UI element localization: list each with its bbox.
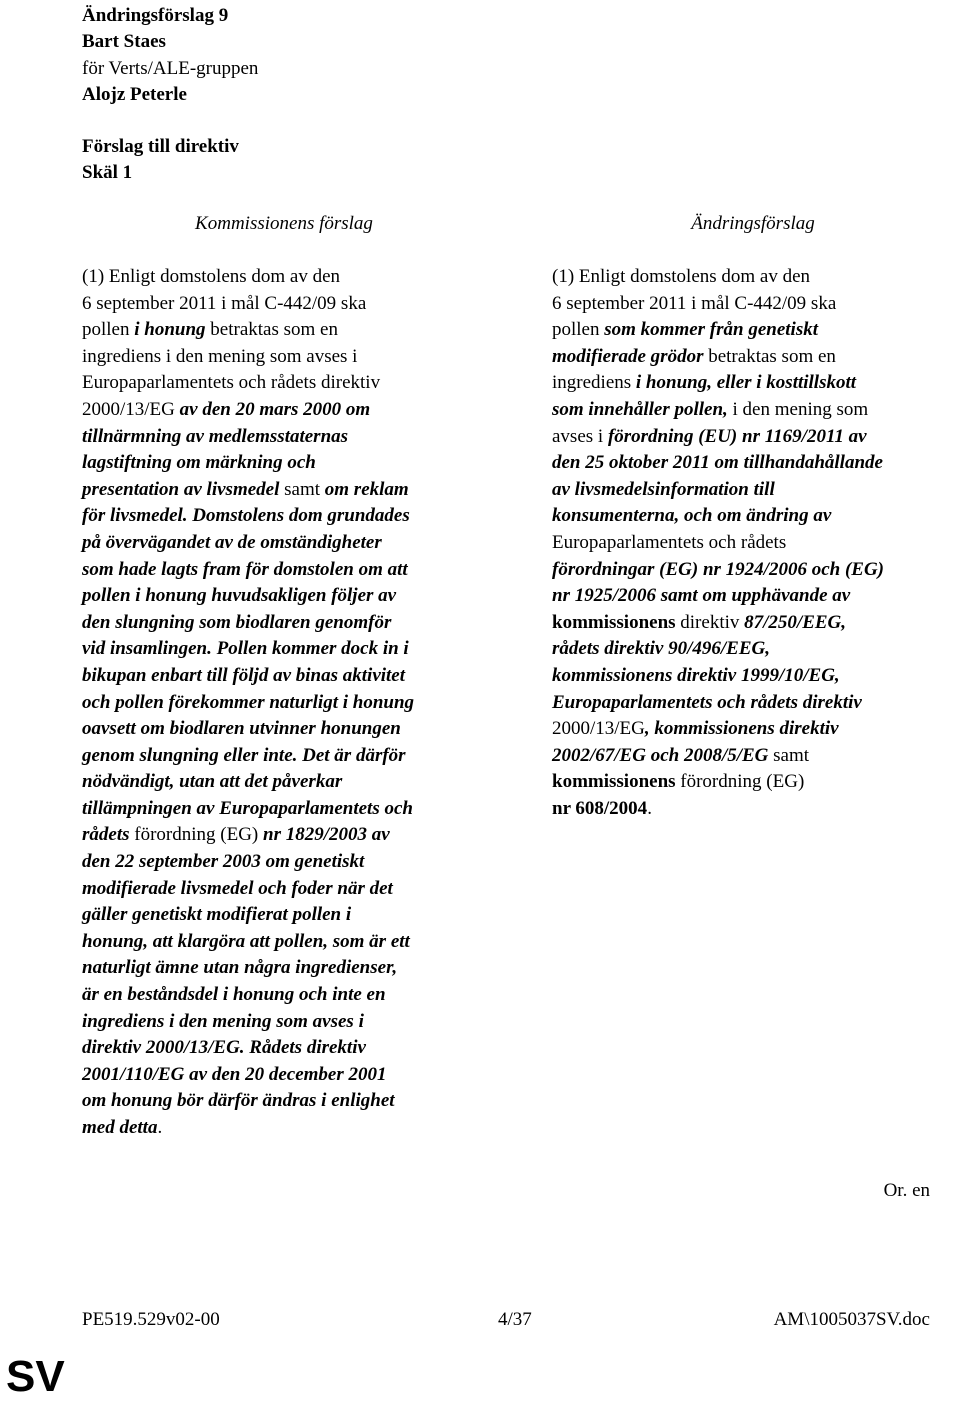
text-run: betraktas som en [205,319,338,341]
text-line [82,690,512,717]
text-run: den 25 oktober 2011 om tillhandahållande [552,452,883,474]
text-run: om reklam [324,478,409,500]
text-line [82,743,512,770]
text-run: (1) Enligt domstolens dom av den [552,266,811,287]
text-run: presentation av livsmedel [82,478,280,500]
text-line [82,929,512,956]
text-line [552,530,957,557]
footer-document-name: AM\1005037SV.doc [773,1309,930,1330]
footer-reference: PE519.529v02-00 [82,1309,220,1330]
text-run: Europaparlamentets och rådets direktiv [552,691,862,713]
right-column-heading: Ändringsförslag [691,213,815,234]
text-run: betraktas som en [703,345,836,367]
text-line [82,1009,512,1036]
text-run: naturligt ämne utan några ingredienser, [82,957,398,979]
text-line [82,1035,512,1062]
text-run: 6 september 2011 i mål C-442/09 ska [552,292,837,314]
text-line [82,370,512,397]
text-run: modifierade grödor [552,345,704,367]
text-run: honung, att klargöra att pollen, som är ett [82,930,410,952]
text-line [82,291,512,318]
text-line [552,636,957,663]
text-run: som hade lagts fram för domstolen om att [82,558,408,580]
text-run: direktiv 2000/13/EG. Rådets direktiv [82,1037,366,1059]
text-line [552,291,957,318]
text-line [552,370,957,397]
text-run: 87/250/EEG, [744,611,847,633]
text-run: ingrediens i den mening som avses i [82,1010,364,1032]
text-run: vid insamlingen. Pollen kommer dock in i [82,638,409,660]
text-run: för livsmedel. Domstolens dom grundades [82,505,410,527]
text-run: som kommer från genetiskt [604,319,819,341]
political-group: för Verts/ALE-gruppen [82,57,259,79]
text-run: i honung [134,319,206,341]
text-run: tillämpningen av Europaparlamentets och [82,797,413,819]
text-line [552,743,957,770]
text-line [552,557,957,584]
text-line [82,955,512,982]
text-line [552,610,957,637]
text-line [82,557,512,584]
amendment-header [82,3,258,186]
text-run: som innehåller pollen, [552,398,728,420]
text-line [82,477,512,504]
text-run: förordning (EG) [129,824,263,846]
text-line [82,583,512,610]
text-run: 2001/110/EG av den 20 december 2001 [82,1063,387,1085]
text-run: Europaparlamentets och rådets [552,531,787,553]
text-line [552,503,957,530]
text-run: 2000/13/EG [552,718,645,740]
text-line [82,317,512,344]
text-line [82,796,512,823]
language-code: SV [6,1352,65,1401]
text-run: pollen [82,319,135,341]
text-run: direktiv [675,611,745,633]
text-run: ingrediens [552,372,636,394]
text-run: med detta [82,1117,158,1138]
text-run: lagstiftning om märkning och [82,452,316,474]
text-line [552,477,957,504]
text-line [552,583,957,610]
text-line [552,317,957,344]
text-run: och pollen förekommer naturligt i honung [82,691,415,713]
text-run: , kommissionens direktiv [644,718,839,740]
text-line [82,822,512,849]
text-line [82,610,512,637]
text-run: . [647,797,652,819]
text-run: samt [279,478,325,500]
text-line [82,264,512,291]
text-run: rådets direktiv 90/496/EEG, [552,638,770,660]
text-line [82,424,512,451]
text-run: oavsett om biodlaren utvinner honungen [82,718,401,740]
text-run: 2002/67/EG och 2008/5/EG [552,744,769,766]
text-run: . [157,1117,163,1138]
text-line [552,344,957,371]
text-run: av livsmedelsinformation till [552,478,775,500]
text-run: 2000/13/EG [82,398,180,420]
text-run: bikupan enbart till följd av binas aktivitet [82,664,406,686]
text-line [552,264,957,291]
text-run: 6 september 2011 i mål C-442/09 ska [82,292,367,314]
text-run: pollen [552,319,605,341]
text-line [552,397,957,424]
text-run: om honung bör därför ändras i enlighet [82,1090,395,1112]
recital-label: Skäl 1 [82,162,133,184]
original-language: Or. en [883,1180,930,1201]
text-run: den 22 september 2003 om genetiskt [82,851,365,873]
text-run: genom slungning eller inte. Det är därför [82,744,406,766]
commission-proposal-text [82,264,512,1142]
text-run: förordning (EG) [675,771,805,793]
text-line [82,663,512,690]
text-run: pollen i honung huvudsakligen följer av [82,585,397,607]
text-line [552,796,957,823]
text-line [82,397,512,424]
text-run: tillnärmning av medlemsstaternas [82,425,349,447]
text-run: kommissionens [552,611,676,633]
text-run: nr 1829/2003 av [263,824,390,846]
text-run: nr 608/2004 [552,797,648,819]
text-run: nr 1925/2006 samt om upphävande av [552,585,851,607]
text-line [82,902,512,929]
text-line [82,450,512,477]
text-run: konsumenterna, och om ändring av [552,505,832,527]
text-run: gäller genetiskt modifierat pollen i [82,904,352,926]
text-line [82,530,512,557]
text-run: på övervägandet av de omständigheter [82,531,382,553]
text-run: förordningar (EG) nr 1924/2006 och (EG) [552,558,885,580]
text-line [82,849,512,876]
text-line [552,716,957,743]
text-run: (1) Enligt domstolens dom av den [82,266,341,287]
author-name: Bart Staes [82,31,166,53]
text-line [552,663,957,690]
text-line [82,1088,512,1115]
footer-page-number: 4/37 [498,1309,532,1330]
header-spacer [82,109,258,134]
text-run: avses i [552,425,608,447]
amendment-number: Ändringsförslag 9 [82,5,229,26]
left-column-heading: Kommissionens förslag [195,213,373,234]
text-run: kommissionens direktiv 1999/10/EG, [552,664,840,686]
text-line [82,1115,512,1142]
text-line [552,769,957,796]
text-line [82,503,512,530]
text-run: är en beståndsdel i honung och inte en [82,984,386,1006]
text-run: rådets [82,824,130,846]
text-run: modifierade livsmedel och foder när det [82,877,393,899]
text-line [82,982,512,1009]
text-line [552,690,957,717]
text-line [82,716,512,743]
text-run: Europaparlamentets och rådets direktiv [82,372,381,394]
text-line [552,424,957,451]
amendment-text [552,264,957,822]
text-run: den slungning som biodlaren genomför [82,611,392,633]
text-run: av den 20 mars 2000 om [179,398,371,420]
text-run: i den mening som [727,398,869,420]
text-line [82,769,512,796]
text-line [82,344,512,371]
text-line [82,876,512,903]
text-run: nödvändigt, utan att det påverkar [82,771,343,793]
text-line [552,450,957,477]
text-run: kommissionens [552,771,676,793]
text-line [82,1062,512,1089]
text-run: ingrediens i den mening som avses i [82,345,358,367]
author-name-second: Alojz Peterle [82,84,187,106]
text-run: i honung, eller i kosttillskott [635,372,857,394]
text-run: förordning (EU) nr 1169/2011 av [607,425,867,447]
text-line [82,636,512,663]
text-run: samt [768,744,810,766]
proposal-title: Förslag till direktiv [82,135,239,157]
